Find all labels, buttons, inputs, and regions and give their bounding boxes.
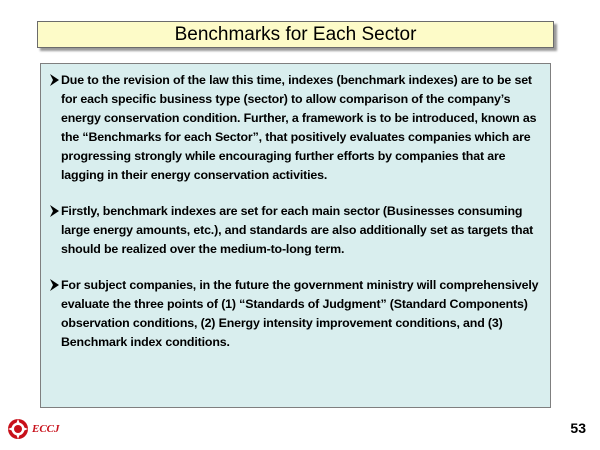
arrowhead-bullet-icon <box>49 278 60 292</box>
bullet-text: For subject companies, in the future the government ministry will comprehensively evaluate the three points of (1) “Standards of Judgment” (Standard Components) observation conditions, (2) Energy intensity improvement conditions, and (3) Benchmark index conditions. <box>61 278 539 349</box>
bullet-text: Due to the revision of the law this time, indexes (benchmark indexes) are to be set for each specific business type (sector) to allow comparison of the company’s energy conservation condition. Further, a framework is to be introduced, known as the “Benchmarks for each Sector”, that positively evaluates companies which are progressing strongly while encouraging further efforts by companies that are lagging in their energy conservation activities. <box>61 73 537 182</box>
bullet-text: Firstly, benchmark indexes are set for each main sector (Businesses consuming large energy amounts, etc.), and standards are also additionally set as targets that should be realized over the medium-to-long term. <box>61 204 534 256</box>
page-number: 53 <box>570 420 586 436</box>
arrowhead-bullet-icon <box>49 73 60 87</box>
slide-title: Benchmarks for Each Sector <box>174 23 417 45</box>
arrowhead-bullet-icon <box>49 204 60 218</box>
bullet-item <box>49 71 546 185</box>
bullet-item <box>49 276 546 352</box>
bullet-item <box>49 202 546 259</box>
title-box <box>37 21 554 48</box>
eccj-logo-icon <box>7 418 29 440</box>
content-box <box>40 63 551 408</box>
eccj-logo <box>7 418 60 440</box>
logo-text: ECCJ <box>32 423 60 435</box>
